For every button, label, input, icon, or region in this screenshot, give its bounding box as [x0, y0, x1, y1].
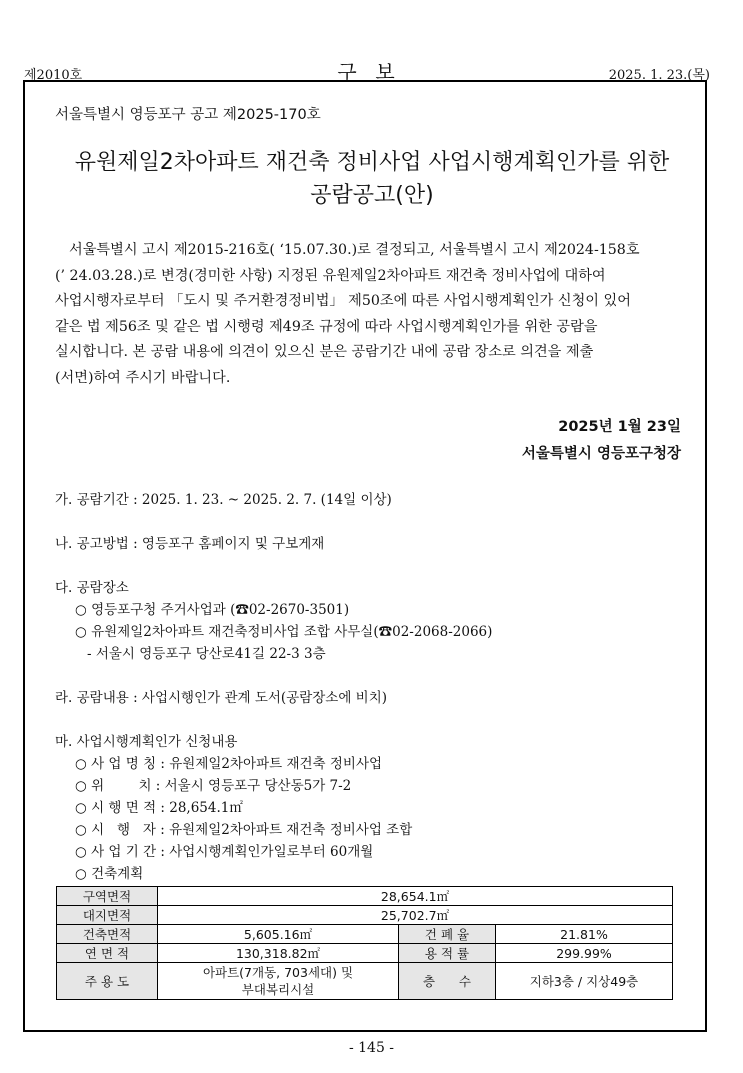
building-plan-table	[56, 886, 673, 1000]
gazette-header	[24, 60, 710, 82]
project-area: ○ 시 행 면 적 : 28,654.1㎡	[75, 800, 243, 816]
table-label: 건축면적	[57, 925, 158, 944]
table-value: 5,605.16㎡	[158, 925, 399, 944]
item-period: 가. 공람기간 : 2025. 1. 23. ~ 2025. 2. 7. (14일 이상)	[55, 492, 392, 508]
place-address: - 서울시 영등포구 당산로41길 22-3 3층	[87, 646, 326, 662]
body-line: 실시합니다. 본 공람 내용에 의견이 있으신 분은 공람기간 내에 공람 장소로 의견을 제출	[55, 344, 594, 361]
issue-number: 제2010호	[24, 68, 83, 83]
table-label: 구역면적	[57, 887, 158, 906]
body-line: (서면)하여 주시기 바랍니다.	[55, 369, 231, 386]
title-line: 공람공고(안)	[310, 183, 434, 208]
table-value: 299.99%	[496, 944, 673, 963]
building-plan: ○ 건축계획	[75, 866, 144, 882]
body-line: 서울특별시 고시 제2015-216호( ‘15.07.30.)로 결정되고, 서울특별시 고시 제2024-158호	[69, 242, 640, 258]
sign-date: 2025년 1월 23일	[558, 419, 681, 435]
notice-body	[55, 238, 685, 392]
place-office: ○ 영등포구청 주거사업과 (☎02-2670-3501)	[75, 602, 350, 618]
place-union: ○ 유원제일2차아파트 재건축정비사업 조합 사무실(☎02-2068-2066)	[75, 624, 493, 640]
table-value-line: 부대복리시설	[241, 982, 315, 997]
item-content: 라. 공람내용 : 사업시행인가 관계 도서(공람장소에 비치)	[55, 690, 388, 706]
table-value: 130,318.82㎡	[158, 944, 399, 963]
table-label: 대지면적	[57, 906, 158, 925]
body-line: 사업시행자로부터 「도시 및 주거환경정비법」 제50조에 따른 사업시행계획인가 신청이 있어	[55, 293, 631, 310]
item-application: 마. 사업시행계획인가 신청내용	[55, 734, 238, 750]
table-label: 주 용 도	[57, 963, 158, 1000]
table-row	[57, 963, 673, 1000]
title-line: 유원제일2차아파트 재건축 정비사업 사업시행계획인가를 위한	[74, 150, 670, 175]
body-line: 같은 법 제56조 및 같은 법 시행령 제49조 규정에 따라 사업시행계획인가를 위한 공람을	[55, 318, 598, 335]
table-label: 연 면 적	[57, 944, 158, 963]
table-label: 건 폐 율	[399, 925, 496, 944]
table-value-line: 아파트(7개동, 703세대) 및	[202, 965, 354, 980]
table-value	[158, 963, 399, 1000]
project-period: ○ 사 업 기 간 : 사업시행계획인가일로부터 60개월	[75, 844, 374, 860]
table-row	[57, 906, 673, 925]
table-value: 지하3층 / 지상49층	[496, 963, 673, 1000]
item-place: 다. 공람장소	[55, 580, 129, 596]
project-operator: ○ 시 행 자 : 유원제일2차아파트 재건축 정비사업 조합	[75, 822, 413, 838]
project-location: ○ 위 치 : 서울시 영등포구 당산동5가 7-2	[75, 778, 352, 794]
issue-date: 2025. 1. 23.(목)	[608, 68, 710, 83]
project-name: ○ 사 업 명 칭 : 유원제일2차아파트 재건축 정비사업	[75, 756, 383, 772]
notice-title	[40, 146, 704, 212]
table-value: 28,654.1㎡	[158, 887, 673, 906]
body-line: (’ 24.03.28.)로 변경(경미한 사항) 지정된 유원제일2차아파트 재건축 정비사업에 대하여	[55, 267, 606, 284]
table-row	[57, 944, 673, 963]
table-row	[57, 887, 673, 906]
sign-office: 서울특별시 영등포구청장	[521, 446, 681, 462]
table-value: 21.81%	[496, 925, 673, 944]
table-row	[57, 925, 673, 944]
item-method: 나. 공고방법 : 영등포구 홈페이지 및 구보게재	[55, 536, 325, 552]
table-label: 용 적 률	[399, 944, 496, 963]
notice-number: 서울특별시 영등포구 공고 제2025-170호	[55, 107, 321, 123]
page-number: - 145 -	[348, 1040, 395, 1056]
gazette-name: 구 보	[337, 60, 397, 84]
table-value: 25,702.7㎡	[158, 906, 673, 925]
table-label: 층 수	[399, 963, 496, 1000]
